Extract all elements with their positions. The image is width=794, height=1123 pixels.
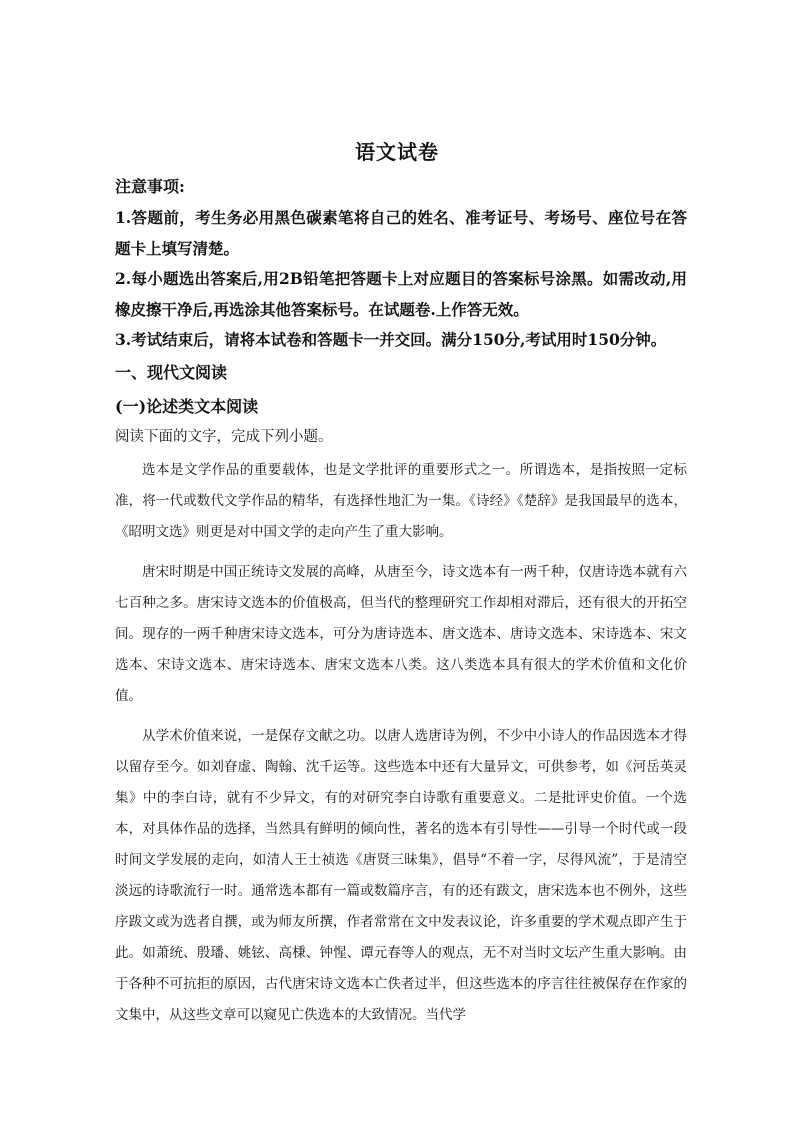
- reading-passage: [115, 455, 687, 1040]
- subsection-heading: (一)论述类文本阅读: [115, 397, 259, 416]
- passage-paragraph: 唐宋时期是中国正统诗文发展的高峰，从唐至今，诗文选本有一两千种，仅唐诗选本就有六七百种之多。唐宋诗文选本的价值极高，但当代的整理研究工作却相对滞后，还有很大的开拓空间。现存的一两千种唐宋诗文选本，可分为唐诗选本、唐文选本、唐诗文选本、宋诗选本、宋文选本、宋诗文选本、唐宋诗选本、唐宋文选本八类。这八类选本具有很大的学术价值和文化价值。: [115, 564, 687, 704]
- notice-item: 2.每小题选出答案后,用2B铅笔把答题卡上对应题目的答案标号涂黑。如需改动,用橡皮擦干净后,再选涂其他答案标号。在试题卷.上作答无效。: [115, 269, 687, 319]
- section-heading: 一、现代文阅读: [115, 363, 228, 382]
- notice-item: 3.考试结束后，请将本试卷和答题卡一并交回。满分150分,考试用时150分钟。: [115, 330, 667, 349]
- notice-list: [115, 203, 687, 356]
- reading-instruction: 阅读下面的文字，完成下列小题。: [115, 429, 333, 445]
- page-title: 语文试卷: [355, 140, 439, 164]
- passage-paragraph: 选本是文学作品的重要载体，也是文学批评的重要形式之一。所谓选本，是指按照一定标准，将一代或数代文学作品的精华，有选择性地汇为一集。《诗经》《楚辞》是我国最早的选本，《昭明文选》则更是对中国文学的走向产生了重大影响。: [115, 462, 687, 540]
- notice-heading: 注意事项:: [115, 177, 185, 196]
- passage-paragraph: 从学术价值来说，一是保存文献之功。以唐人选唐诗为例，不少中小诗人的作品因选本才得以留存至今。如刘眘虚、陶翰、沈千运等。这些选本中还有大量异文，可供参考，如《河岳英灵集》中的李白诗，就有不少异文，有的对研究李白诗歌有重要意义。二是批评史价值。一个选本，对具体作品的选择，当然具有鲜明的倾向性，著名的选本有引导性——引导一个时代或一段时间文学发展的走向，如清人王士祯选《唐贤三昧集》，倡导“不着一字，尽得风流”，于是清空淡远的诗歌流行一时。通常选本都有一篇或数篇序言，有的还有跋文，唐宋选本也不例外，这些序跋文或为选者自撰，或为师友所撰，作者常常在文中发表议论，许多重要的学术观点即产生于此。如萧统、殷璠、姚铉、高棅、钟惺、谭元春等人的观点，无不对当时文坛产生重大影响。由于各种不可抗拒的原因，古代唐宋诗文选本亡佚者过半，但这些选本的序言往往被保存在作家的文集中，从这些文章可以窥见亡佚选本的大致情况。当代学: [115, 728, 687, 1023]
- notice-item: 1.答题前，考生务必用黑色碳素笔将自己的姓名、准考证号、考场号、座位号在答题卡上填写清楚。: [115, 208, 687, 258]
